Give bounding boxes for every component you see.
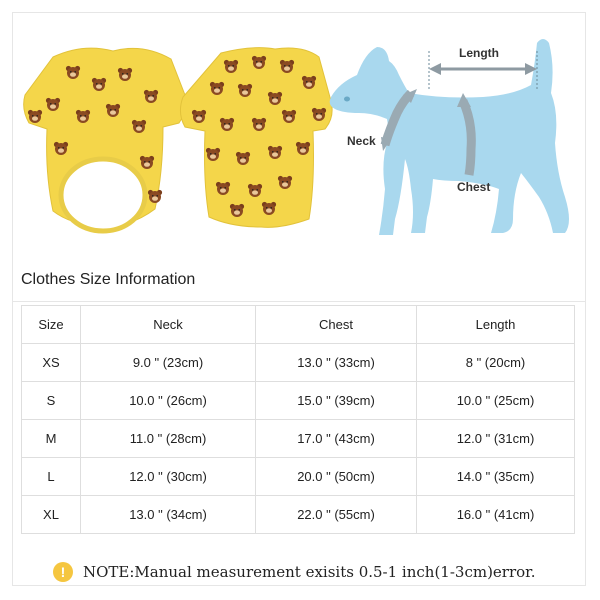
size-table xyxy=(21,305,575,534)
cell-size: XL xyxy=(22,496,81,534)
table-row xyxy=(22,382,575,420)
cell-chest: 22.0 " (55cm) xyxy=(256,496,417,534)
table-row xyxy=(22,458,575,496)
header-neck: Neck xyxy=(81,306,256,344)
header-chest: Chest xyxy=(256,306,417,344)
hero-images xyxy=(13,13,585,259)
cell-length: 14.0 " (35cm) xyxy=(417,458,575,496)
cell-size: L xyxy=(22,458,81,496)
cell-chest: 17.0 " (43cm) xyxy=(256,420,417,458)
shirt-front-image xyxy=(24,48,186,231)
warning-icon: ! xyxy=(53,562,73,582)
cell-length: 10.0 " (25cm) xyxy=(417,382,575,420)
hero-illustration xyxy=(13,13,587,259)
cell-neck: 10.0 " (26cm) xyxy=(81,382,256,420)
cell-size: M xyxy=(22,420,81,458)
cell-neck: 13.0 " (34cm) xyxy=(81,496,256,534)
cell-size: XS xyxy=(22,344,81,382)
cell-chest: 15.0 " (39cm) xyxy=(256,382,417,420)
table-row xyxy=(22,420,575,458)
cell-chest: 20.0 " (50cm) xyxy=(256,458,417,496)
neck-label: Neck xyxy=(347,134,376,148)
length-label: Length xyxy=(459,46,499,60)
product-size-sheet xyxy=(12,12,586,586)
table-row xyxy=(22,496,575,534)
table-header-row xyxy=(22,306,575,344)
header-size: Size xyxy=(22,306,81,344)
cell-length: 16.0 " (41cm) xyxy=(417,496,575,534)
section-title: Clothes Size Information xyxy=(21,271,196,288)
cell-size: S xyxy=(22,382,81,420)
cell-neck: 11.0 " (28cm) xyxy=(81,420,256,458)
dog-measurement-diagram xyxy=(330,39,569,235)
section-divider xyxy=(13,301,585,302)
cell-chest: 13.0 " (33cm) xyxy=(256,344,417,382)
table-row xyxy=(22,344,575,382)
measurement-note xyxy=(53,562,535,582)
cell-length: 12.0 " (31cm) xyxy=(417,420,575,458)
cell-neck: 12.0 " (30cm) xyxy=(81,458,256,496)
cell-length: 8 " (20cm) xyxy=(417,344,575,382)
shirt-back-image xyxy=(180,48,332,228)
note-text: NOTE:Manual measurement exisits 0.5-1 inch(1-3cm)error. xyxy=(83,563,536,581)
chest-label: Chest xyxy=(457,180,491,194)
header-length: Length xyxy=(417,306,575,344)
cell-neck: 9.0 " (23cm) xyxy=(81,344,256,382)
